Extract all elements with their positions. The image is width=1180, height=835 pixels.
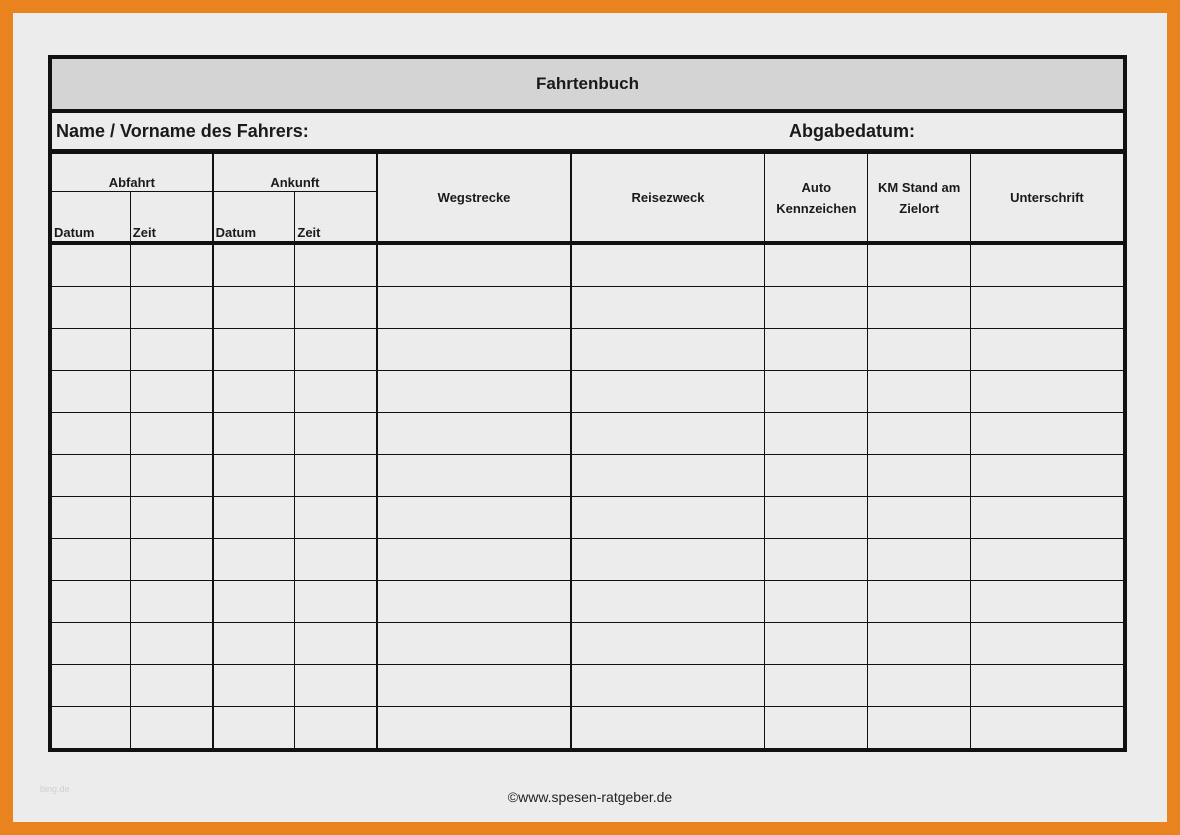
km-cell[interactable]: [868, 581, 970, 623]
dep-time-cell[interactable]: [130, 371, 212, 413]
signature-cell[interactable]: [970, 539, 1125, 581]
dep-time-cell[interactable]: [130, 665, 212, 707]
plate-cell[interactable]: [765, 665, 868, 707]
plate-cell[interactable]: [765, 497, 868, 539]
arr-date-cell[interactable]: [213, 581, 295, 623]
purpose-header: Reisezweck: [571, 154, 765, 244]
purpose-cell[interactable]: [571, 707, 765, 751]
km-header-line2: Zielort: [899, 200, 940, 216]
km-cell[interactable]: [868, 371, 970, 413]
route-cell[interactable]: [377, 707, 571, 751]
arrival-date-header: Datum: [213, 192, 295, 244]
plate-cell[interactable]: [765, 539, 868, 581]
km-cell[interactable]: [868, 539, 970, 581]
km-cell[interactable]: [868, 455, 970, 497]
km-header-line1: KM Stand am: [878, 179, 961, 195]
purpose-cell[interactable]: [571, 371, 765, 413]
plate-cell[interactable]: [765, 455, 868, 497]
trip-log-body: [50, 243, 1125, 750]
arr-date-cell[interactable]: [213, 707, 295, 751]
dep-time-cell[interactable]: [130, 539, 212, 581]
plate-cell[interactable]: [765, 329, 868, 371]
dep-time-cell[interactable]: [130, 497, 212, 539]
dep-date-cell[interactable]: [50, 329, 130, 371]
arr-date-cell[interactable]: [213, 413, 295, 455]
plate-cell[interactable]: [765, 371, 868, 413]
km-cell[interactable]: [868, 329, 970, 371]
arr-time-cell[interactable]: [295, 287, 377, 329]
route-cell[interactable]: [377, 539, 571, 581]
arr-date-cell[interactable]: [213, 455, 295, 497]
arr-time-cell[interactable]: [295, 243, 377, 287]
departure-group-header: Abfahrt: [50, 154, 213, 192]
form-title-text: Fahrtenbuch: [536, 74, 639, 93]
dep-time-cell[interactable]: [130, 581, 212, 623]
km-cell[interactable]: [868, 665, 970, 707]
route-cell[interactable]: [377, 243, 571, 287]
purpose-cell[interactable]: [571, 623, 765, 665]
route-cell[interactable]: [377, 497, 571, 539]
table-row: [50, 371, 1125, 413]
arrival-group-header: Ankunft: [213, 154, 378, 192]
km-cell[interactable]: [868, 623, 970, 665]
plate-cell[interactable]: [765, 581, 868, 623]
route-cell[interactable]: [377, 287, 571, 329]
km-header: [868, 154, 970, 244]
route-header: Wegstrecke: [377, 154, 571, 244]
table-row: [50, 623, 1125, 665]
dep-date-cell[interactable]: [50, 497, 130, 539]
trip-log-table: [48, 153, 1127, 752]
form-title: [48, 55, 1127, 113]
route-cell[interactable]: [377, 581, 571, 623]
purpose-cell[interactable]: [571, 413, 765, 455]
km-cell[interactable]: [868, 287, 970, 329]
plate-cell[interactable]: [765, 243, 868, 287]
dep-date-cell[interactable]: [50, 581, 130, 623]
dep-date-cell[interactable]: [50, 287, 130, 329]
logbook-form: [48, 55, 1127, 754]
table-row: [50, 243, 1125, 287]
dep-date-cell[interactable]: [50, 371, 130, 413]
dep-date-cell[interactable]: [50, 665, 130, 707]
signature-cell[interactable]: [970, 329, 1125, 371]
signature-cell[interactable]: [970, 371, 1125, 413]
watermark: bing.de: [40, 784, 70, 794]
arr-time-cell[interactable]: [295, 539, 377, 581]
dep-time-cell[interactable]: [130, 623, 212, 665]
arr-time-cell[interactable]: [295, 665, 377, 707]
dep-time-cell[interactable]: [130, 413, 212, 455]
km-cell[interactable]: [868, 497, 970, 539]
km-cell[interactable]: [868, 243, 970, 287]
arr-time-cell[interactable]: [295, 329, 377, 371]
route-cell[interactable]: [377, 665, 571, 707]
copyright-footer: ©www.spesen-ratgeber.de: [507, 789, 673, 805]
table-row: [50, 581, 1125, 623]
signature-cell[interactable]: [970, 455, 1125, 497]
table-row: [50, 497, 1125, 539]
plate-header-line2: Kennzeichen: [776, 200, 857, 216]
arr-date-cell[interactable]: [213, 329, 295, 371]
arr-date-cell[interactable]: [213, 497, 295, 539]
purpose-cell[interactable]: [571, 287, 765, 329]
route-cell[interactable]: [377, 623, 571, 665]
arr-date-cell[interactable]: [213, 371, 295, 413]
plate-header-line1: Auto: [801, 179, 832, 195]
plate-cell[interactable]: [765, 413, 868, 455]
dep-time-cell[interactable]: [130, 243, 212, 287]
arr-date-cell[interactable]: [213, 287, 295, 329]
plate-header: [765, 154, 868, 244]
dep-time-cell[interactable]: [130, 329, 212, 371]
route-cell[interactable]: [377, 455, 571, 497]
dep-time-cell[interactable]: [130, 287, 212, 329]
signature-cell[interactable]: [970, 243, 1125, 287]
arr-time-cell[interactable]: [295, 581, 377, 623]
route-cell[interactable]: [377, 413, 571, 455]
dep-date-cell[interactable]: [50, 455, 130, 497]
purpose-cell[interactable]: [571, 455, 765, 497]
purpose-cell[interactable]: [571, 497, 765, 539]
table-row: [50, 287, 1125, 329]
signature-cell[interactable]: [970, 287, 1125, 329]
route-cell[interactable]: [377, 371, 571, 413]
arr-time-cell[interactable]: [295, 707, 377, 751]
purpose-cell[interactable]: [571, 665, 765, 707]
arr-date-cell[interactable]: [213, 243, 295, 287]
dep-date-cell[interactable]: [50, 413, 130, 455]
arr-time-cell[interactable]: [295, 497, 377, 539]
dep-date-cell[interactable]: [50, 707, 130, 751]
route-cell[interactable]: [377, 329, 571, 371]
km-cell[interactable]: [868, 413, 970, 455]
arr-date-cell[interactable]: [213, 623, 295, 665]
plate-cell[interactable]: [765, 707, 868, 751]
departure-time-header: Zeit: [130, 192, 212, 244]
plate-cell[interactable]: [765, 287, 868, 329]
driver-name-label: Name / Vorname des Fahrers:: [56, 121, 309, 141]
driver-info-row: [48, 113, 1127, 153]
table-row: [50, 707, 1125, 751]
purpose-cell[interactable]: [571, 243, 765, 287]
plate-cell[interactable]: [765, 623, 868, 665]
table-row: [50, 329, 1125, 371]
arr-time-cell[interactable]: [295, 371, 377, 413]
signature-cell[interactable]: [970, 413, 1125, 455]
signature-cell[interactable]: [970, 623, 1125, 665]
table-row: [50, 413, 1125, 455]
purpose-cell[interactable]: [571, 539, 765, 581]
arr-time-cell[interactable]: [295, 623, 377, 665]
purpose-cell[interactable]: [571, 581, 765, 623]
departure-date-header: Datum: [50, 192, 130, 244]
purpose-cell[interactable]: [571, 329, 765, 371]
signature-cell[interactable]: [970, 707, 1125, 751]
arr-time-cell[interactable]: [295, 455, 377, 497]
dep-time-cell[interactable]: [130, 707, 212, 751]
submission-date-label: Abgabedatum:: [789, 121, 915, 141]
signature-cell[interactable]: [970, 497, 1125, 539]
dep-date-cell[interactable]: [50, 539, 130, 581]
table-row: [50, 665, 1125, 707]
dep-time-cell[interactable]: [130, 455, 212, 497]
arr-time-cell[interactable]: [295, 413, 377, 455]
arr-date-cell[interactable]: [213, 539, 295, 581]
signature-cell[interactable]: [970, 665, 1125, 707]
table-row: [50, 539, 1125, 581]
signature-cell[interactable]: [970, 581, 1125, 623]
arr-date-cell[interactable]: [213, 665, 295, 707]
table-row: [50, 455, 1125, 497]
signature-header: Unterschrift: [970, 154, 1125, 244]
arrival-time-header: Zeit: [295, 192, 377, 244]
dep-date-cell[interactable]: [50, 623, 130, 665]
km-cell[interactable]: [868, 707, 970, 751]
dep-date-cell[interactable]: [50, 243, 130, 287]
